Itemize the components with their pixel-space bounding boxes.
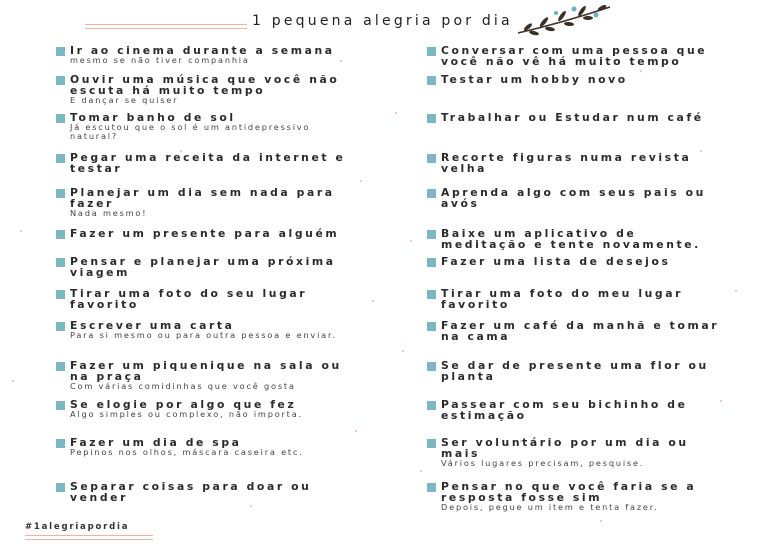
bullet-square-icon [427, 439, 436, 448]
list-item-label: Fazer um dia de spa [70, 436, 242, 449]
list-item-label: Fazer um presente para alguém [70, 227, 340, 240]
bullet-square-icon [56, 189, 65, 198]
hashtag-underline-2 [25, 539, 153, 540]
list-item-head [56, 256, 356, 278]
bullet-square-icon [427, 401, 436, 410]
list-item-label: Escrever uma carta [70, 319, 235, 332]
bullet-square-icon [427, 189, 436, 198]
list-item-head [56, 399, 356, 410]
bullet-square-icon [56, 401, 65, 410]
bullet-square-icon [56, 76, 65, 85]
list-item [56, 187, 356, 218]
bullet-square-icon [427, 483, 436, 492]
list-item [427, 112, 727, 123]
list-item-label: Se dar de presente uma flor ou planta [441, 359, 709, 383]
list-item-label: Tomar banho de sol [70, 111, 236, 124]
list-item [56, 437, 356, 457]
list-item [427, 187, 727, 209]
list-item-note: Pepinos nos olhos, máscara caseira etc. [70, 447, 304, 457]
bullet-square-icon [56, 258, 65, 267]
list-item-label: Testar um hobby novo [441, 73, 628, 86]
hashtag-underline [25, 535, 153, 536]
bullet-square-icon [427, 154, 436, 163]
list-item [56, 45, 356, 65]
list-item-label: Pensar e planejar uma próxima viagem [70, 255, 336, 279]
list-item-head [56, 152, 356, 174]
title-underline-left-2 [85, 28, 247, 29]
list-item-head [427, 228, 727, 250]
list-item [56, 256, 356, 278]
bullet-square-icon [56, 230, 65, 239]
bullet-square-icon [427, 114, 436, 123]
list-item [427, 360, 727, 382]
list-item-head [56, 288, 356, 310]
list-item-label: Fazer um piquenique na sala ou na praça [70, 359, 342, 383]
list-item-note: mesmo se não tiver companhia [70, 55, 250, 65]
list-item-head [56, 360, 356, 382]
list-item-label: Ir ao cinema durante a semana [70, 44, 335, 57]
list-item-label: Ouvir uma música que você não escuta há muito tempo [70, 73, 340, 97]
bullet-square-icon [427, 230, 436, 239]
list-item-head [427, 187, 727, 209]
bullet-square-icon [427, 362, 436, 371]
list-item-head [427, 437, 727, 459]
list-item [427, 320, 727, 342]
list-item-head [56, 320, 356, 331]
list-item-label: Pegar uma receita da internet e testar [70, 151, 346, 175]
list-item [427, 45, 727, 67]
list-item-label: Baixe um aplicativo de meditação e tente novamente. [441, 227, 701, 251]
list-item [56, 74, 356, 105]
bullet-square-icon [56, 114, 65, 123]
bullet-square-icon [56, 47, 65, 56]
list-item-head [56, 112, 356, 123]
list-item [427, 74, 727, 85]
list-item-head [427, 74, 727, 85]
list-item-label: Tirar uma foto do seu lugar favorito [70, 287, 308, 311]
bullet-square-icon [427, 258, 436, 267]
list-item-label: Fazer uma lista de desejos [441, 255, 671, 268]
list-item-note: Vários lugares precisam, pesquise. [441, 458, 645, 468]
list-item [56, 320, 356, 340]
list-item-head [427, 288, 727, 310]
bullet-square-icon [56, 322, 65, 331]
list-item-head [427, 320, 727, 342]
list-item-head [427, 152, 727, 174]
list-item [56, 288, 356, 310]
bullet-square-icon [427, 322, 436, 331]
list-item-label: Recorte figuras numa revista velha [441, 151, 692, 175]
list-item [56, 112, 356, 141]
list-item-note: Depois, pegue um item e tenta fazer. [441, 502, 659, 512]
list-item-head [56, 228, 356, 239]
page-title: 1 pequena alegria por dia [252, 13, 513, 29]
bullet-square-icon [427, 47, 436, 56]
list-item [56, 360, 356, 391]
list-item-label: Pensar no que você faria se a resposta fosse sim [441, 480, 697, 504]
list-item [56, 152, 356, 174]
list-item [56, 481, 356, 503]
list-item [427, 437, 727, 468]
list-item-label: Se elogie por algo que fez [70, 398, 297, 411]
list-item-label: Conversar com uma pessoa que você não vê há muito tempo [441, 44, 708, 68]
list-item [427, 228, 727, 250]
list-item [427, 481, 727, 512]
list-item-head [56, 481, 356, 503]
list-item [427, 256, 727, 267]
list-item-label: Trabalhar ou Estudar num café [441, 111, 704, 124]
list-item-note: Algo simples ou complexo, não importa. [70, 409, 303, 419]
list-item-note: Para si mesmo ou para outra pessoa e enviar. [70, 330, 337, 340]
list-item-head [427, 399, 727, 421]
bullet-square-icon [56, 439, 65, 448]
list-item [427, 288, 727, 310]
list-item-head [427, 481, 727, 503]
leaf-branch-icon [514, 3, 614, 37]
list-item-head [56, 437, 356, 448]
list-item-note: Nada mesmo! [70, 208, 148, 218]
list-item-head [56, 74, 356, 96]
list-item-label: Separar coisas para doar ou vender [70, 480, 312, 504]
list-item-head [56, 45, 356, 56]
bullet-square-icon [56, 290, 65, 299]
list-item-label: Passear com seu bichinho de estimação [441, 398, 688, 422]
list-item-label: Planejar um dia sem nada para fazer [70, 186, 335, 210]
list-item-head [427, 256, 727, 267]
bullet-square-icon [56, 362, 65, 371]
list-item-head [427, 112, 727, 123]
list-item [56, 399, 356, 419]
hashtag: #1alegriapordia [25, 522, 130, 532]
list-item-label: Fazer um café da manhã e tomar na cama [441, 319, 720, 343]
bullet-square-icon [427, 290, 436, 299]
list-item [427, 152, 727, 174]
list-item [56, 228, 356, 239]
bullet-square-icon [56, 154, 65, 163]
bullet-square-icon [427, 76, 436, 85]
list-item-head [56, 187, 356, 209]
list-item-note: Com várias comidinhas que você gosta [70, 381, 296, 391]
list-item-note: E dançar se quiser [70, 95, 179, 105]
list-item-note: Já escutou que o sol é um antidepressivo natural? [70, 122, 311, 141]
bullet-square-icon [56, 483, 65, 492]
list-item-label: Ser voluntário por um dia ou mais [441, 436, 689, 460]
list-item [427, 399, 727, 421]
title-underline-left [85, 24, 247, 25]
list-item-label: Aprenda algo com seus pais ou avós [441, 186, 706, 210]
list-item-label: Tirar uma foto do meu lugar favorito [441, 287, 684, 311]
list-item-head [427, 360, 727, 382]
list-item-head [427, 45, 727, 67]
